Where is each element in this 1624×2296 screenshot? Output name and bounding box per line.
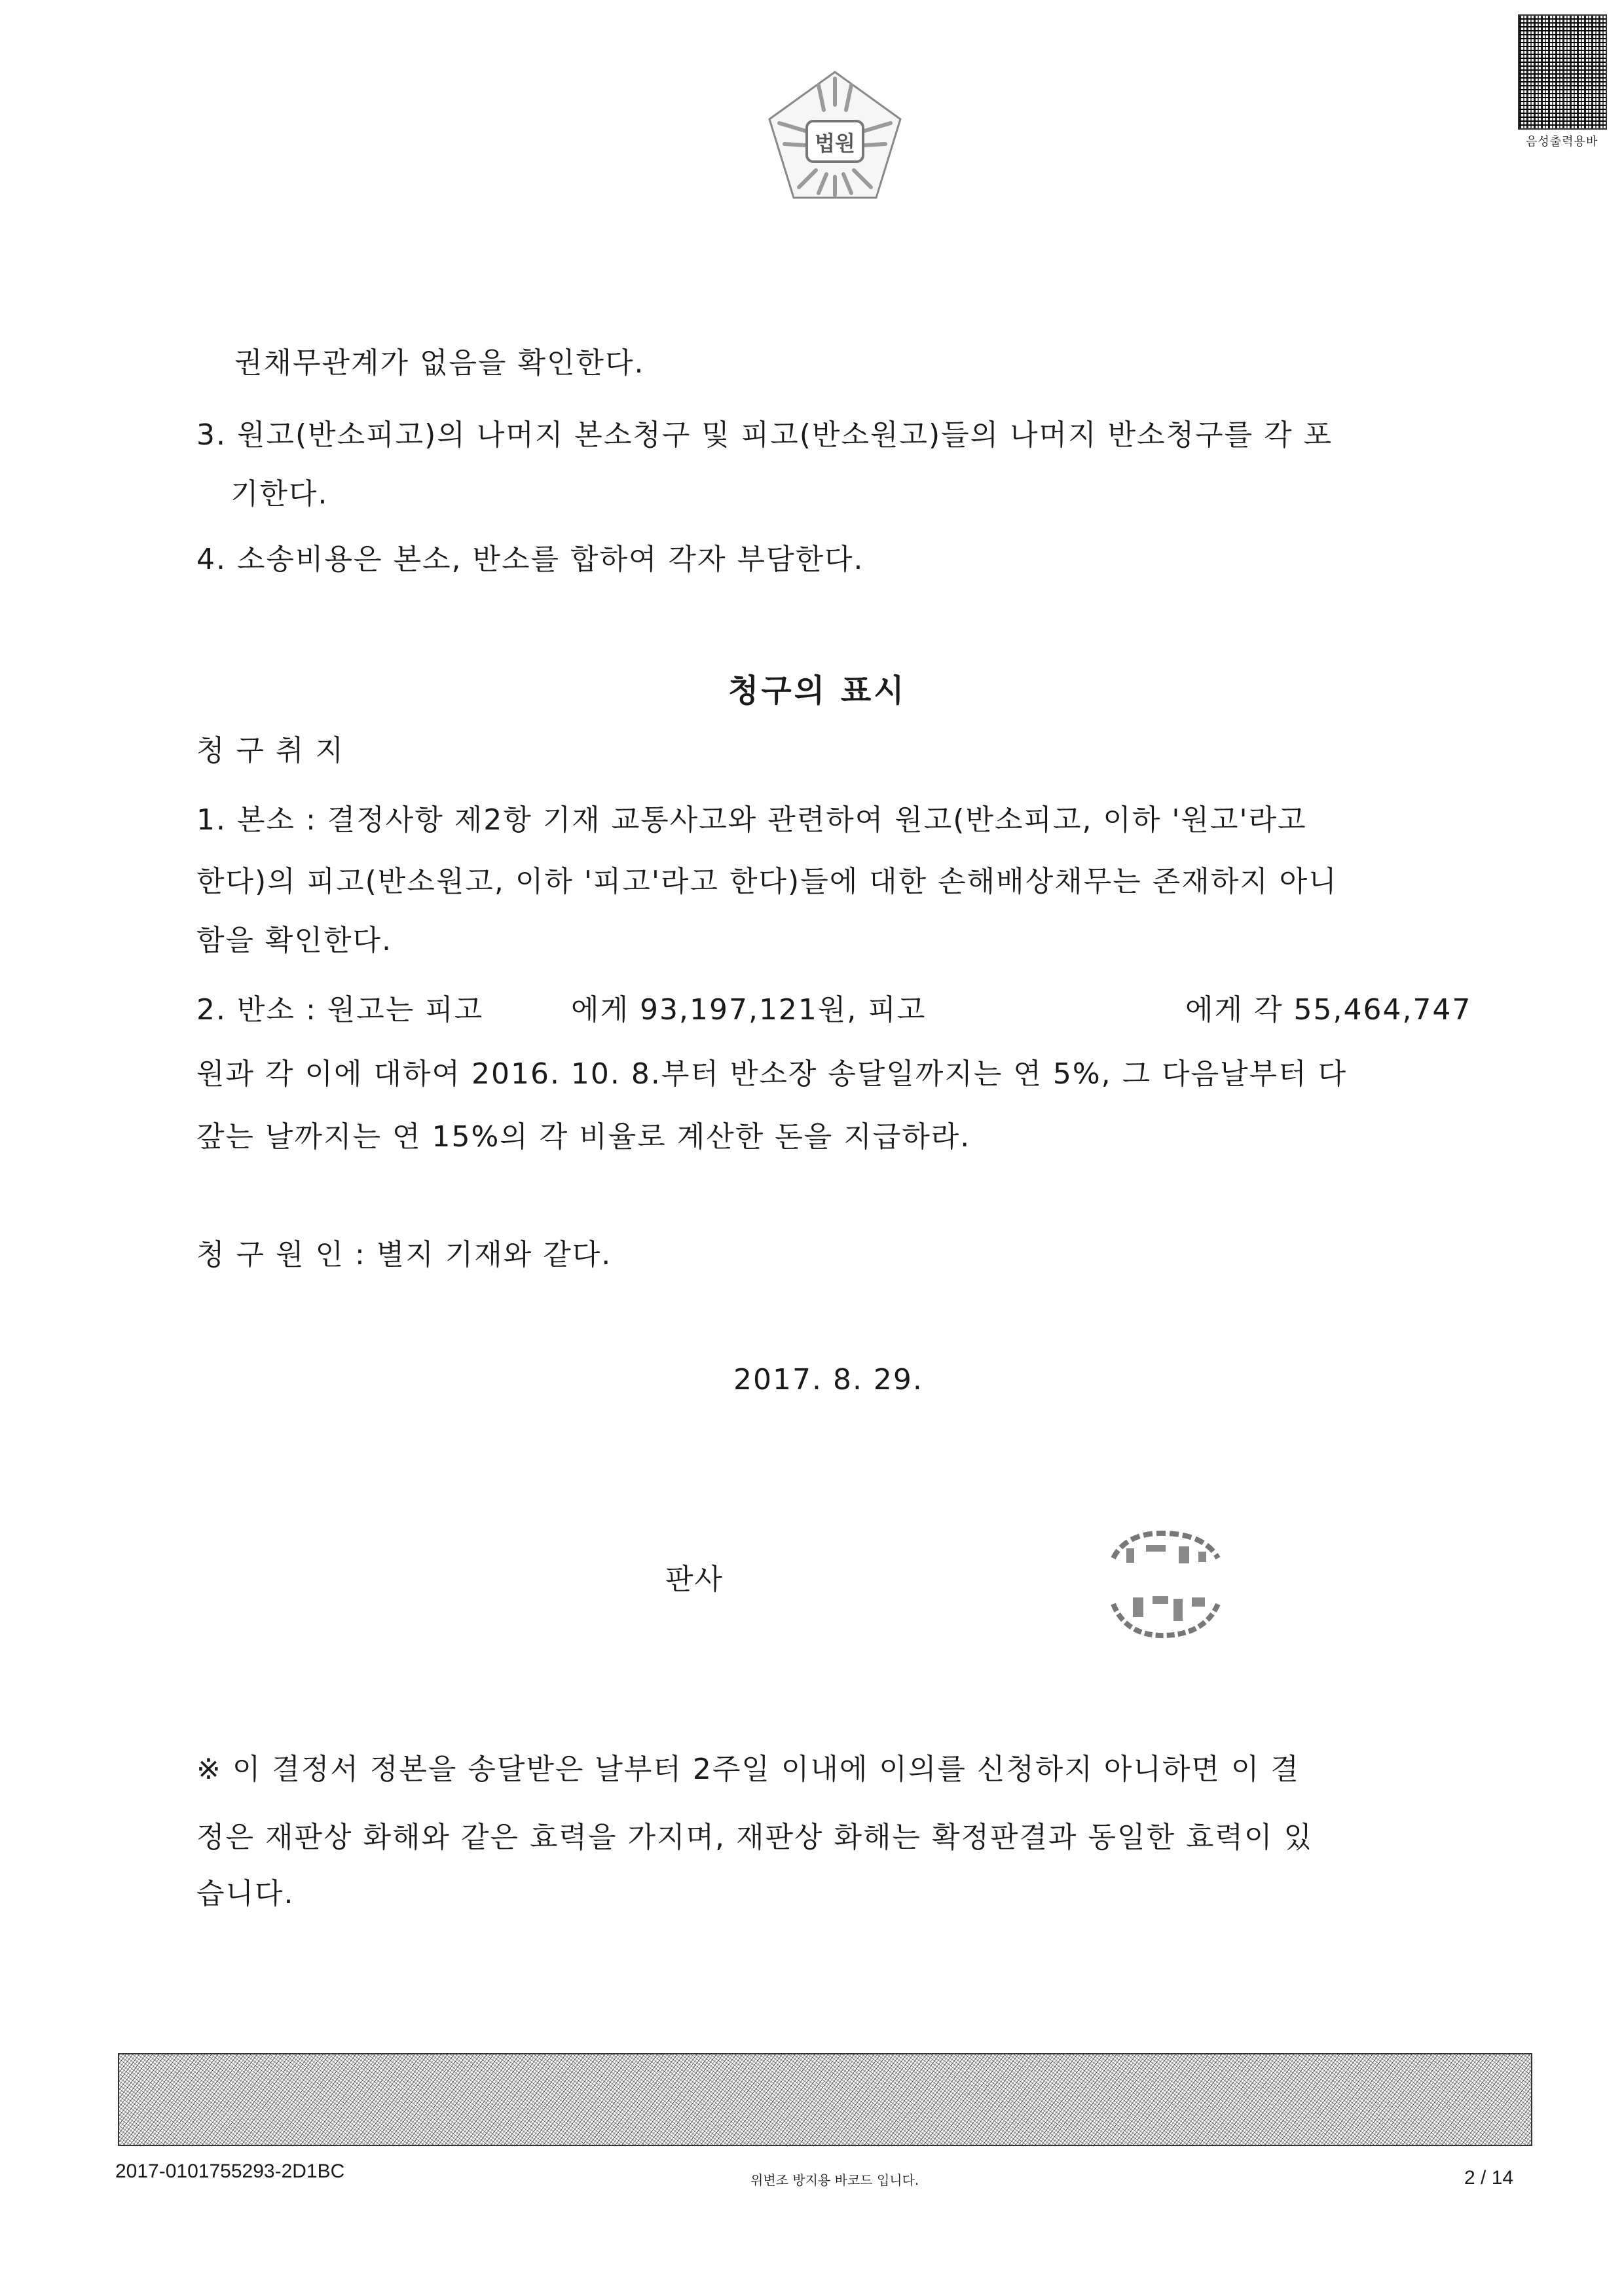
barcode-caption: 위변조 방지용 바코드 입니다. — [750, 2172, 919, 2188]
document-id: 2017-0101755293-2D1BC — [115, 2160, 345, 2182]
claims-p1-line-3: 함을 확인한다. — [196, 924, 392, 957]
decision-date: 2017. 8. 29. — [733, 1363, 923, 1396]
qr-caption: 음성출력용바 — [1526, 135, 1598, 149]
judge-label: 판사 — [665, 1563, 724, 1596]
body-line-1: 권채무관계가 없음을 확인한다. — [234, 346, 645, 380]
claims-p2-line-1b: 에게 93,197,121원, 피고 — [571, 993, 927, 1027]
body-line-4: 4. 소송비용은 본소, 반소를 합하여 각자 부담한다. — [196, 543, 864, 576]
body-line-2: 3. 원고(반소피고)의 나머지 본소청구 및 피고(반소원고)들의 나머지 반소청구를 각 포 — [196, 418, 1333, 452]
notice-line-1: ※ 이 결정서 정본을 송달받은 날부터 2주일 이내에 이의를 신청하지 아니하면 이 결 — [196, 1753, 1300, 1786]
qr-code — [1518, 14, 1607, 130]
body-line-3: 기한다. — [231, 477, 329, 511]
notice-line-2: 정은 재판상 화해와 같은 효력을 가지며, 재판상 화해는 확정판결과 동일한 효력이 있 — [196, 1821, 1313, 1854]
claims-p1-line-1: 1. 본소 : 결정사항 제2항 기재 교통사고와 관련하여 원고(반소피고, 이하 '원고'라고 — [196, 803, 1307, 837]
page-number: 2 / 14 — [1464, 2167, 1514, 2189]
claims-cause: 청 구 원 인 : 별지 기재와 같다. — [196, 1238, 612, 1271]
claims-p2-line-1a: 2. 반소 : 원고는 피고 — [196, 993, 484, 1027]
section-title: 청구의 표시 — [728, 672, 907, 709]
notice-line-3: 습니다. — [196, 1877, 295, 1910]
emblem-label: 법원 — [815, 131, 855, 156]
anti-forgery-barcode — [118, 2053, 1532, 2146]
claims-p1-line-2: 한다)의 피고(반소원고, 이하 '피고'라고 한다)들에 대한 손해배상채무는 존재하지 아니 — [196, 865, 1338, 898]
claims-purpose-label: 청 구 취 지 — [196, 734, 344, 767]
claims-p2-line-1c: 에게 각 55,464,747 — [1185, 993, 1472, 1027]
claims-p2-line-2: 원과 각 이에 대하여 2016. 10. 8.부터 반소장 송달일까지는 연 5%, 그 다음날부터 다 — [196, 1057, 1348, 1091]
claims-p2-line-3: 갚는 날까지는 연 15%의 각 비율로 계산한 돈을 지급하라. — [196, 1120, 971, 1154]
court-emblem — [753, 59, 917, 216]
judge-seal — [1100, 1519, 1231, 1650]
